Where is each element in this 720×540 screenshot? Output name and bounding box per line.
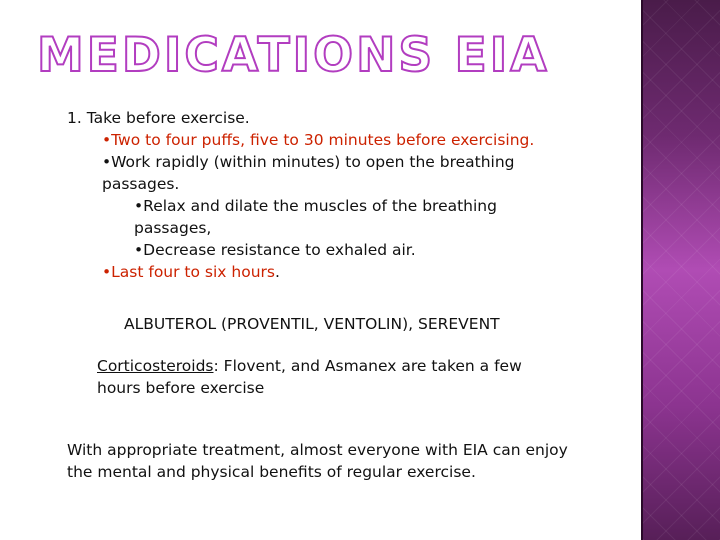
list-item-1	[67, 107, 250, 129]
sub-bullet-last	[102, 261, 280, 283]
subsub-bullet-relax: •Relax and dilate the muscles of the breathing	[134, 197, 497, 215]
list-number: 1.	[67, 109, 82, 127]
corticosteroids-line	[97, 355, 522, 377]
list-item-text: Take before exercise.	[86, 109, 250, 127]
sub-bullet-puffs: •Two to four puffs, five to 30 minutes before exercising.	[102, 131, 535, 149]
subsub-bullet-relax-cont: passages,	[134, 219, 212, 237]
closing-line-1: With appropriate treatment, almost everyone with EIA can enjoy	[67, 441, 568, 459]
subsub-bullet-resistance: •Decrease resistance to exhaled air.	[134, 241, 416, 259]
decorative-sidebar	[641, 0, 720, 540]
slide-title: MEDICATIONS EIA	[37, 28, 550, 83]
corticosteroids-text: : Flovent, and Asmanex are taken a few	[213, 357, 522, 375]
drug-names: ALBUTEROL (PROVENTIL, VENTOLIN), SEREVENT	[124, 315, 500, 333]
sub-bullet-last-period: .	[274, 263, 280, 281]
sub-bullet-last-text: •Last four to six hours	[102, 263, 275, 281]
sub-bullet-work-rapidly: •Work rapidly (within minutes) to open the breathing	[102, 153, 515, 171]
corticosteroids-label: Corticosteroids	[97, 357, 214, 375]
corticosteroids-line-2: hours before exercise	[97, 379, 265, 397]
closing-line-2: the mental and physical benefits of regular exercise.	[67, 463, 476, 481]
sub-bullet-work-rapidly-cont: passages.	[102, 175, 180, 193]
